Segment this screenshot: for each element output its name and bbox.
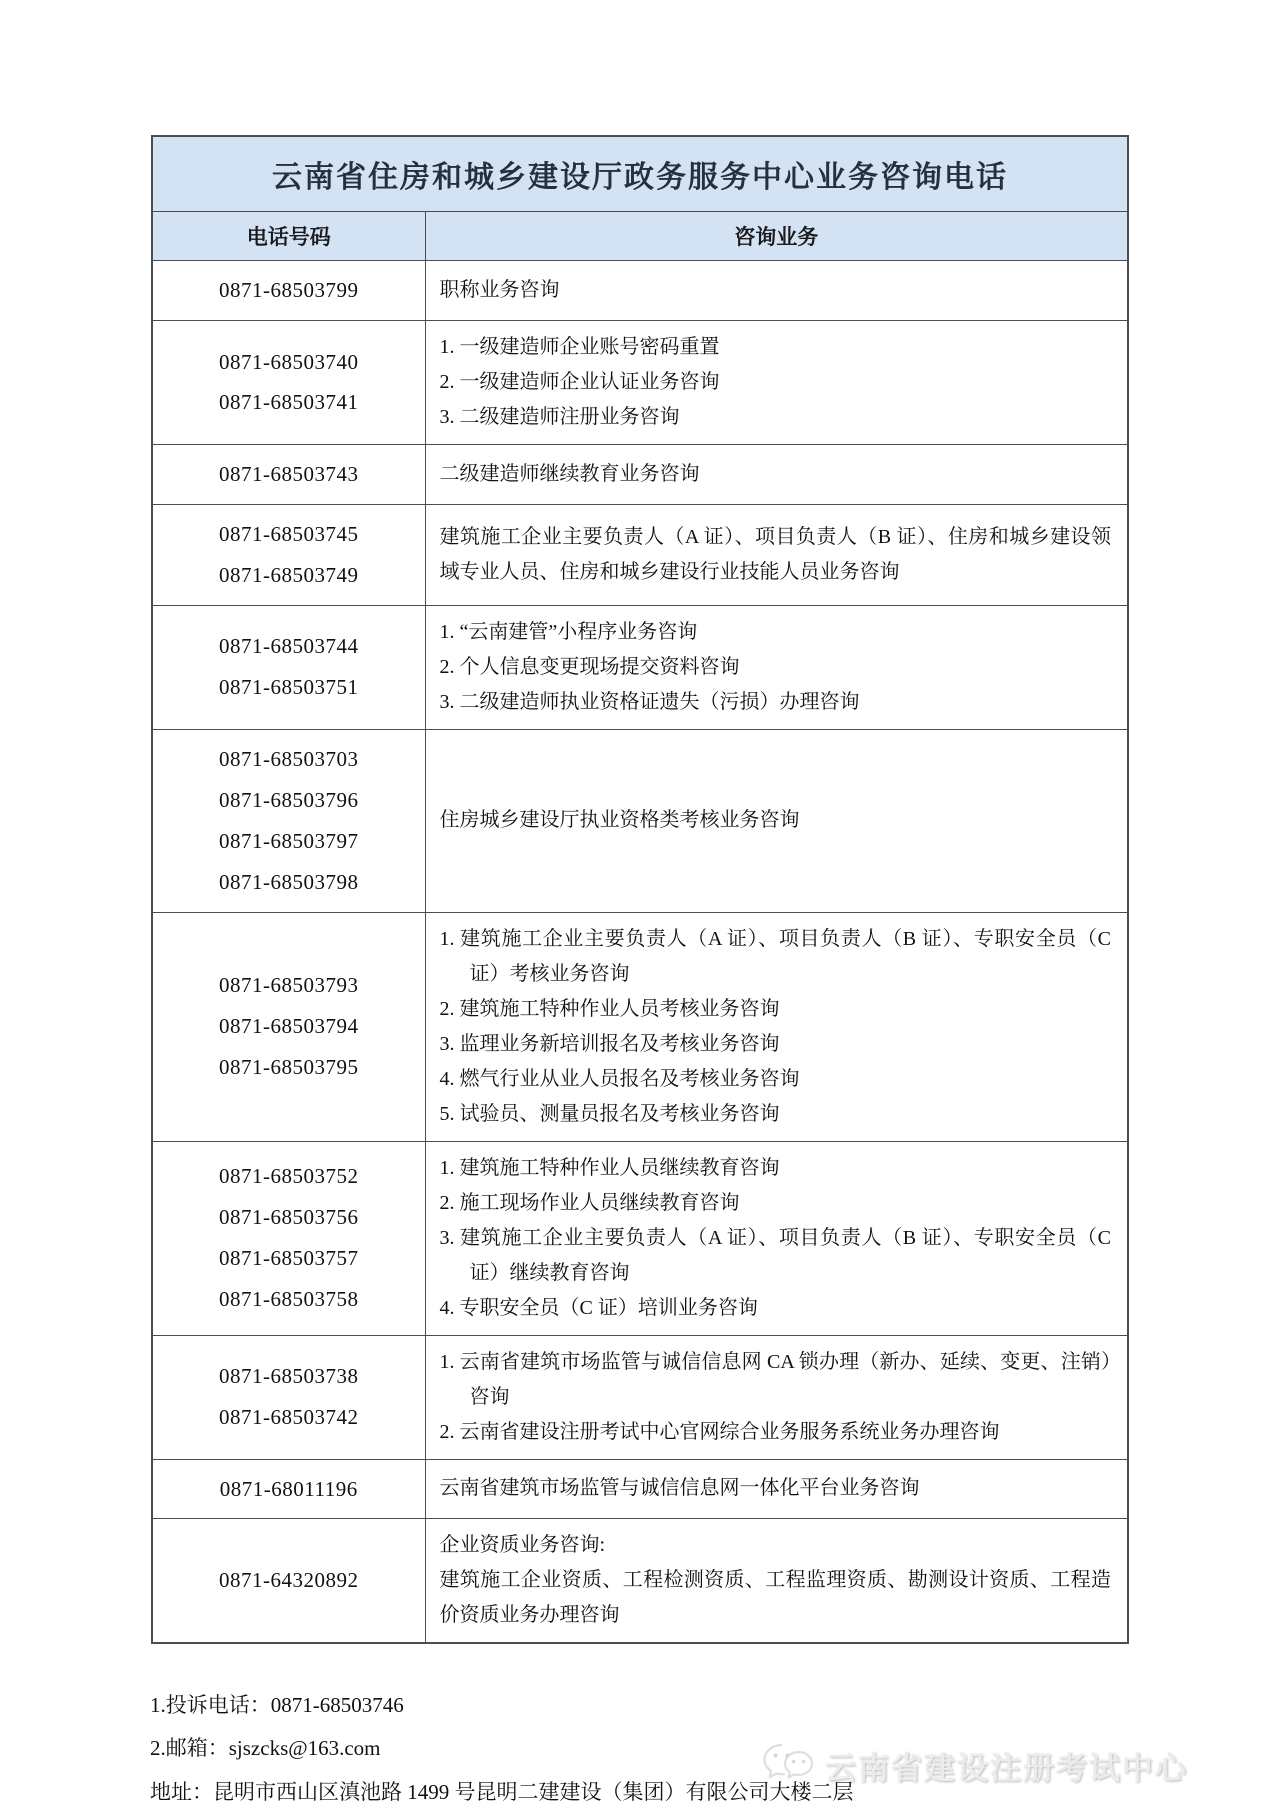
- phone-cell: [152, 912, 425, 1141]
- service-cell: [425, 261, 1128, 321]
- service-item: 职称业务咨询: [439, 278, 560, 301]
- phone-directory-table: [151, 135, 1129, 1644]
- table-row: [152, 261, 1128, 321]
- email-line: 2.邮箱：sjszcks@163.com: [150, 1736, 381, 1761]
- watermark: [761, 1742, 1188, 1788]
- phone-number: 0871-64320892: [219, 1568, 359, 1593]
- service-item: 建筑施工企业资质、工程检测资质、工程监理资质、勘测设计资质、工程造价资质业务办理咨询: [439, 1569, 1111, 1627]
- table-row: [152, 320, 1128, 444]
- phone-number: 0871-68503744: [219, 634, 359, 659]
- phone-number: 0871-68503793: [219, 973, 359, 998]
- table-row: [152, 1519, 1128, 1644]
- service-item: 3. 建筑施工企业主要负责人（A 证）、项目负责人（B 证）、专职安全员（C 证）继续教育咨询: [439, 1226, 1111, 1284]
- phone-number: 0871-68503749: [219, 562, 359, 587]
- service-cell: [425, 1519, 1128, 1644]
- phone-number: 0871-68503795: [219, 1054, 359, 1079]
- service-item: 4. 燃气行业从业人员报名及考核业务咨询: [439, 1067, 800, 1090]
- table-row: [152, 729, 1128, 912]
- service-cell: [425, 504, 1128, 605]
- phone-cell: [152, 1459, 425, 1519]
- service-item: 1. 建筑施工企业主要负责人（A 证）、项目负责人（B 证）、专职安全员（C 证）考核业务咨询: [439, 927, 1111, 985]
- service-cell: [425, 729, 1128, 912]
- phone-number: 0871-68503740: [219, 349, 359, 374]
- column-header-service: 咨询业务: [425, 212, 1128, 261]
- table-row: [152, 1141, 1128, 1335]
- table-row: [152, 444, 1128, 504]
- phone-number: 0871-68503799: [219, 278, 359, 302]
- phone-cell: [152, 729, 425, 912]
- service-item: 3. 二级建造师注册业务咨询: [439, 405, 680, 428]
- phone-number: 0871-68503742: [219, 1405, 359, 1429]
- service-item: 3. 监理业务新培训报名及考核业务咨询: [439, 1032, 780, 1055]
- service-item: 建筑施工企业主要负责人（A 证）、项目负责人（B 证）、住房和城乡建设领域专业人员、住房和城乡建设行业技能人员业务咨询: [439, 525, 1111, 583]
- service-item: 2. 建筑施工特种作业人员考核业务咨询: [439, 997, 780, 1020]
- phone-cell: [152, 444, 425, 504]
- table-row: [152, 1335, 1128, 1459]
- phone-number: 0871-68503796: [219, 787, 359, 812]
- phone-number: 0871-68503758: [219, 1286, 359, 1311]
- phone-number: 0871-68503798: [219, 869, 359, 894]
- service-item: 2. 施工现场作业人员继续教育咨询: [439, 1191, 740, 1214]
- column-header-row: [152, 212, 1128, 261]
- phone-number: 0871-68503745: [219, 521, 359, 546]
- service-cell: [425, 912, 1128, 1141]
- phone-number: 0871-68503743: [219, 461, 359, 486]
- service-item: 1. 建筑施工特种作业人员继续教育咨询: [439, 1156, 780, 1179]
- wechat-bubbles-icon: [761, 1742, 815, 1788]
- service-item: 住房城乡建设厅执业资格类考核业务咨询: [439, 809, 800, 832]
- phone-number: 0871-68503794: [219, 1014, 359, 1039]
- phone-number: 0871-68503752: [219, 1164, 359, 1189]
- service-item: 云南省建筑市场监管与诚信信息网一体化平台业务咨询: [439, 1477, 920, 1500]
- service-item: 企业资质业务咨询:: [439, 1534, 606, 1557]
- service-item: 3. 二级建造师执业资格证遗失（污损）办理咨询: [439, 690, 860, 713]
- phone-cell: [152, 1335, 425, 1459]
- phone-cell: [152, 1519, 425, 1644]
- table-row: [152, 605, 1128, 729]
- phone-number: 0871-68011196: [219, 1476, 358, 1501]
- service-item: 1. 一级建造师企业账号密码重置: [439, 335, 720, 358]
- watermark-text: 云南省建设注册考试中心: [825, 1750, 1188, 1786]
- address-line: 地址：昆明市西山区滇池路 1499 号昆明二建建设（集团）有限公司大楼二层: [150, 1779, 854, 1804]
- phone-number: 0871-68503757: [219, 1246, 359, 1270]
- phone-number: 0871-68503738: [219, 1364, 359, 1389]
- phone-number: 0871-68503756: [219, 1205, 359, 1230]
- table-row: [152, 912, 1128, 1141]
- service-item: 4. 专职安全员（C 证）培训业务咨询: [439, 1296, 758, 1319]
- service-item: 1. 云南省建筑市场监管与诚信信息网 CA 锁办理（新办、延续、变更、注销）咨询: [439, 1350, 1111, 1408]
- phone-cell: [152, 1141, 425, 1335]
- service-item: 2. 云南省建设注册考试中心官网综合业务服务系统业务办理咨询: [439, 1420, 1000, 1443]
- phone-cell: [152, 605, 425, 729]
- service-item: 2. 一级建造师企业认证业务咨询: [439, 370, 720, 393]
- phone-number: 0871-68503741: [219, 390, 359, 415]
- phone-cell: [152, 320, 425, 444]
- column-header-phone: 电话号码: [152, 212, 425, 261]
- phone-number: 0871-68503797: [219, 828, 359, 853]
- service-cell: [425, 1141, 1128, 1335]
- phone-cell: [152, 504, 425, 605]
- service-cell: [425, 1459, 1128, 1519]
- phone-cell: [152, 261, 425, 321]
- complaint-phone-line: 1.投诉电话：0871-68503746: [150, 1693, 404, 1718]
- service-item: 1. “云南建管”小程序业务咨询: [439, 620, 698, 643]
- service-item: 5. 试验员、测量员报名及考核业务咨询: [439, 1102, 780, 1125]
- service-cell: [425, 1335, 1128, 1459]
- phone-number: 0871-68503751: [219, 675, 359, 700]
- table-row: [152, 1459, 1128, 1519]
- phone-number: 0871-68503703: [219, 746, 359, 771]
- title-row: [152, 136, 1128, 212]
- service-item: 二级建造师继续教育业务咨询: [439, 462, 700, 485]
- table-title: 云南省住房和城乡建设厅政务服务中心业务咨询电话: [152, 136, 1128, 212]
- service-cell: [425, 444, 1128, 504]
- service-cell: [425, 320, 1128, 444]
- table-row: [152, 504, 1128, 605]
- service-item: 2. 个人信息变更现场提交资料咨询: [439, 655, 740, 678]
- service-cell: [425, 605, 1128, 729]
